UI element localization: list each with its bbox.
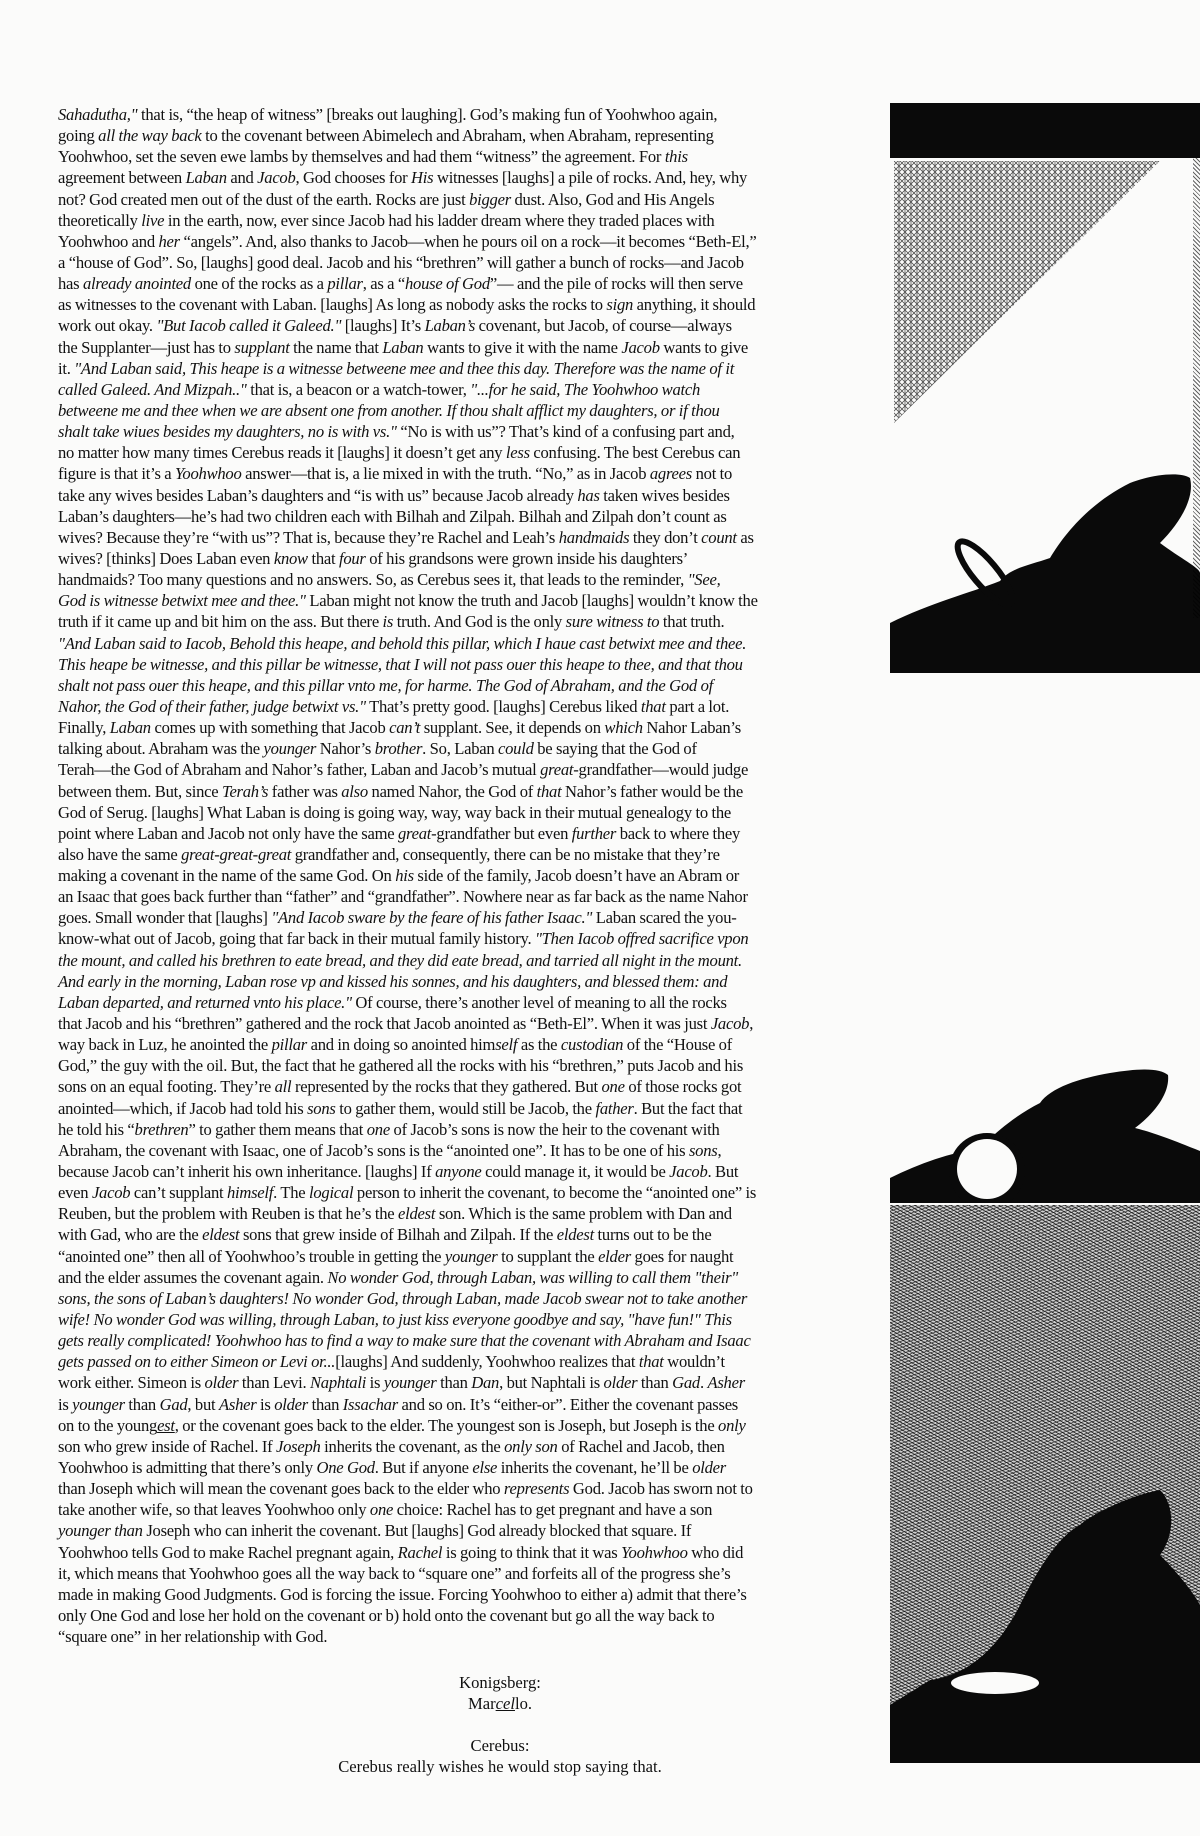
text-line: Yoohwhoo is admitting that there’s only One God. But if anyone else inherits the covenant, he’ll be older (58, 1458, 726, 1477)
text-line: on to the youngest, or the covenant goes back to the elder. The youngest son is Joseph, but Joseph is the only (58, 1415, 746, 1435)
line-suffix: lo. (514, 1694, 533, 1713)
text-line: son who grew inside of Rachel. If Joseph inherits the covenant, as the only son of Rachel and Jacob, then (58, 1436, 725, 1456)
text-line: between them. But, since Terah’s father was also named Nahor, the God of that Nahor’s father would be the (58, 781, 743, 801)
text-line: making a covenant in the name of the same God. On his side of the family, Jacob doesn’t have an Abram or (58, 866, 740, 886)
text-line: talking about. Abraham was the younger Nahor’s brother. So, Laban could be saying that the God of (58, 739, 697, 759)
text-line: an Isaac that goes back further than “father” and “grandfather”. Nowhere near as far back as the name Nahor (58, 887, 748, 907)
text-line: wives? Because they’re “with us”? That is, because they’re Rachel and Leah’s handmaids they don’t count as (58, 527, 754, 547)
spacer (250, 1714, 750, 1735)
text-line: wives? [thinks] Does Laban even know that four of his grandsons were grown inside his daughters’ (58, 548, 689, 568)
art-panel-1 (890, 103, 1200, 673)
text-line: younger than Joseph who can inherit the covenant. But [laughs] God already blocked that square. If (58, 1521, 692, 1541)
text-line: agreement between Laban and Jacob, God chooses for His witnesses [laughs] a pile of rocks. And, hey, why (58, 168, 748, 188)
text-line: handmaids? Too many questions and no answers. So, as Cerebus sees it, that leads to the reminder, "See, (58, 570, 721, 590)
text-line: the Supplanter—just has to supplant the name that Laban wants to give it with the name Jacob wants to give (58, 337, 749, 357)
text-line: a “house of God”. So, [laughs] good deal. Jacob and his “brethren” will gather a bunch of rocks—and Jacob (58, 252, 744, 272)
art-panel-3 (890, 1205, 1200, 1763)
text-line: called Galeed. And Mizpah.." that is, a beacon or a watch-tower, "...for he said, The Yoohwhoo watch (58, 379, 701, 399)
credits-block (250, 1672, 750, 1777)
text-line: God of Serug. [laughs] What Laban is doing is going way, way, way back in their mutual genealogy to the (58, 802, 732, 822)
text-line: gets passed on to either Simeon or Levi or...[laughs] And suddenly, Yoohwhoo realizes that that wouldn’t (58, 1352, 725, 1372)
text-line: “square one” in her relationship with God. (58, 1627, 328, 1647)
text-line: sons on an equal footing. They’re all represented by the rocks that they gathered. But one of those rocks got (58, 1077, 742, 1097)
text-line: sons, the sons of Laban’s daughters! No wonder God, through Laban, made Jacob swear not to take another (58, 1288, 748, 1308)
edge-hatch-strip (1193, 158, 1200, 618)
cerebus-line: Cerebus really wishes he would stop saying that. (338, 1757, 662, 1776)
text-line: And early in the morning, Laban rose vp and kissed his sonnes, and his daughters, and blessed them: and (58, 971, 728, 991)
text-line: it. "And Laban said, This heape is a witnesse betweene mee and thee this day. Therefore was the name of it (58, 358, 735, 378)
text-line: going all the way back to the covenant between Abimelech and Abraham, when Abraham, representing (58, 126, 714, 146)
text-line: Laban’s daughters—he’s had two children each with Bilhah and Zilpah. Bilhah and Zilpah don’t count as (58, 506, 727, 526)
text-line: point where Laban and Jacob not only have the same great-grandfather but even further back to where they (58, 823, 741, 843)
text-line: shalt take wiues besides my daughters, no is with vs." “No is with us”? That’s kind of a confusing part and, (58, 422, 735, 442)
text-line: than Joseph which will mean the covenant goes back to the elder who represents God. Jacob has sworn not to (58, 1479, 753, 1499)
text-line: Yoohwhoo, set the seven ewe lambs by themselves and had them “witness” the agreement. For this (58, 147, 688, 167)
text-line: not? God created men out of the dust of the earth. Rocks are just bigger dust. Also, God and His Angels (58, 189, 715, 209)
text-line: betweene me and thee when we are absent one from another. If thou shalt afflict my daughters, or if thou (58, 400, 720, 420)
text-line: work out okay. "But Iacob called it Galeed." [laughs] It’s Laban’s covenant, but Jacob, of course—always (58, 316, 732, 336)
text-line: Laban departed, and returned vnto his place." Of course, there’s another level of meaning to all the rocks (58, 992, 727, 1012)
text-line: God,” the guy with the oil. But, the fact that he gathered all the rocks with his “brethren,” puts Jacob and his (58, 1056, 744, 1076)
speaker-konigsberg: Konigsberg: (459, 1673, 541, 1692)
text-line: that Jacob and his “brethren” gathered and the rock that Jacob anointed as “Beth-El”. When it was just Jacob, (58, 1014, 754, 1034)
text-line: Nahor, the God of their father, judge betwixt vs." That’s pretty good. [laughs] Cerebus liked that part a lot. (58, 696, 730, 716)
text-line: take any wives besides Laban’s daughters and “is with us” because Jacob already has taken wives besides (58, 485, 730, 505)
text-line: as witnesses to the covenant with Laban. [laughs] As long as nobody asks the rocks to sign anything, it should (58, 295, 756, 315)
text-line: goes. Small wonder that [laughs] "And Iacob sware by the feare of his father Isaac." Laban scared the you- (58, 908, 737, 928)
text-line: shalt not pass ouer this heape, and this pillar vnto me, for harme. The God of Abraham, and the God of (58, 675, 713, 695)
text-line: Yoohwhoo and her “angels”. And, also thanks to Jacob—when he pours oil on a rock—it becomes “Beth-El,” (58, 231, 757, 251)
text-line: gets really complicated! Yoohwhoo has to find a way to make sure that the covenant with Abraham and Isaac (58, 1331, 751, 1351)
text-line: Yoohwhoo tells God to make Rachel pregnant again, Rachel is going to think that it was Yoohwhoo who did (58, 1542, 744, 1562)
text-line: This heape be witnesse, and this pillar be witnesse, that I will not pass ouer this heape to thee, and that thou (58, 654, 743, 674)
text-line: no matter how many times Cerebus reads it [laughs] it doesn’t get any less confusing. The best Cerebus can (58, 443, 741, 463)
text-line: figure is that it’s a Yoohwhoo answer—that is, a lie mixed in with the truth. “No,” as in Jacob agrees not to (58, 464, 733, 484)
line-emphasis: cel (495, 1694, 515, 1713)
text-line: God is witnesse betwixt mee and thee." Laban might not know the truth and Jacob [laughs] wouldn’t know the (58, 591, 758, 611)
body-text-column (58, 104, 868, 1647)
text-line: “anointed one” then all of Yoohwhoo’s trouble in getting the younger to supplant the elder goes for naught (58, 1246, 734, 1266)
konigsberg-line (250, 1693, 750, 1714)
text-line: anointed—which, if Jacob had told his sons to gather them, would still be Jacob, the father. But the fact that (58, 1098, 743, 1118)
text-line: Finally, Laban comes up with something that Jacob can’t supplant. See, it depends on which Nahor Laban’s (58, 718, 741, 738)
text-line: truth if it came up and bit him on the ass. But there is truth. And God is the only sure witness to that truth. (58, 612, 725, 632)
text-line: because Jacob can’t inherit his own inheritance. [laughs] If anyone could manage it, it would be Jacob. But (58, 1162, 739, 1182)
line-prefix: Mar (467, 1694, 496, 1713)
text-line: has already anointed one of the rocks as a pillar, as a “house of God”— and the pile of rocks will then serve (58, 274, 743, 294)
text-line: and the elder assumes the covenant again. No wonder God, through Laban, was willing to call them "their" (58, 1267, 738, 1287)
text-line: know-what out of Jacob, going that far back in their mutual family history. "Then Iacob offred sacrifice vpon (58, 929, 749, 949)
sky-silhouette-illustration (890, 103, 1200, 673)
text-line: with Gad, who are the eldest sons that grew inside of Bilhah and Zilpah. If the eldest turns out to be the (58, 1225, 712, 1245)
circle-silhouette-illustration (890, 673, 1200, 1203)
text-line: also have the same great-great-great grandfather and, consequently, there can be no mistake that they’re (58, 844, 720, 864)
text-line: it, which means that Yoohwhoo goes all the way back to “square one” and forfeits all of the progress she’s (58, 1563, 731, 1583)
text-line: he told his “brethren” to gather them means that one of Jacob’s sons is now the heir to the covenant with (58, 1119, 720, 1139)
text-line: Abraham, the covenant with Isaac, one of Jacob’s sons is the “anointed one”. It has to be one of his sons, (58, 1140, 722, 1160)
oval-silhouette-illustration (890, 1205, 1200, 1763)
text-line: way back in Luz, he anointed the pillar and in doing so anointed himself as the custodian of the “House of (58, 1035, 732, 1055)
text-line: take another wife, so that leaves Yoohwhoo only one choice: Rachel has to get pregnant and have a son (58, 1500, 713, 1520)
text-line: even Jacob can’t supplant himself. The logical person to inherit the covenant, to become the “anointed one” is (58, 1183, 757, 1203)
text-line: "And Laban said to Iacob, Behold this heape, and behold this pillar, which I haue cast betwixt mee and thee. (58, 633, 747, 653)
text-line: Terah—the God of Abraham and Nahor’s father, Laban and Jacob’s mutual great-grandfather—would judge (58, 760, 749, 780)
text-line: made in making Good Judgments. God is forcing the issue. Forcing Yoohwhoo to either a) admit that there’s (58, 1584, 747, 1604)
text-line: work either. Simeon is older than Levi. Naphtali is younger than Dan, but Naphtali is older than Gad. Asher (58, 1373, 745, 1393)
text-line: Sahadutha," that is, “the heap of witness” [breaks out laughing]. God’s making fun of Yoohwhoo again, (58, 105, 718, 124)
art-panel-2 (890, 673, 1200, 1203)
text-line: wife! No wonder God was willing, through Laban, to just kiss everyone goodbye and say, "have fun!" This (58, 1310, 732, 1330)
text-line: only One God and lose her hold on the covenant or b) hold onto the covenant but go all the way back to (58, 1605, 715, 1625)
text-line: the mount, and called his brethren to eate bread, and they did eate bread, and tarried all night in the mount. (58, 950, 742, 970)
text-line: Reuben, but the problem with Reuben is that he’s the eldest son. Which is the same problem with Dan and (58, 1204, 732, 1224)
text-line: theoretically live in the earth, now, ever since Jacob had his ladder dream where they traded places with (58, 210, 715, 230)
speaker-cerebus: Cerebus: (470, 1736, 530, 1755)
text-line: is younger than Gad, but Asher is older than Issachar and so on. It’s “either-or”. Either the covenant passes (58, 1394, 739, 1414)
